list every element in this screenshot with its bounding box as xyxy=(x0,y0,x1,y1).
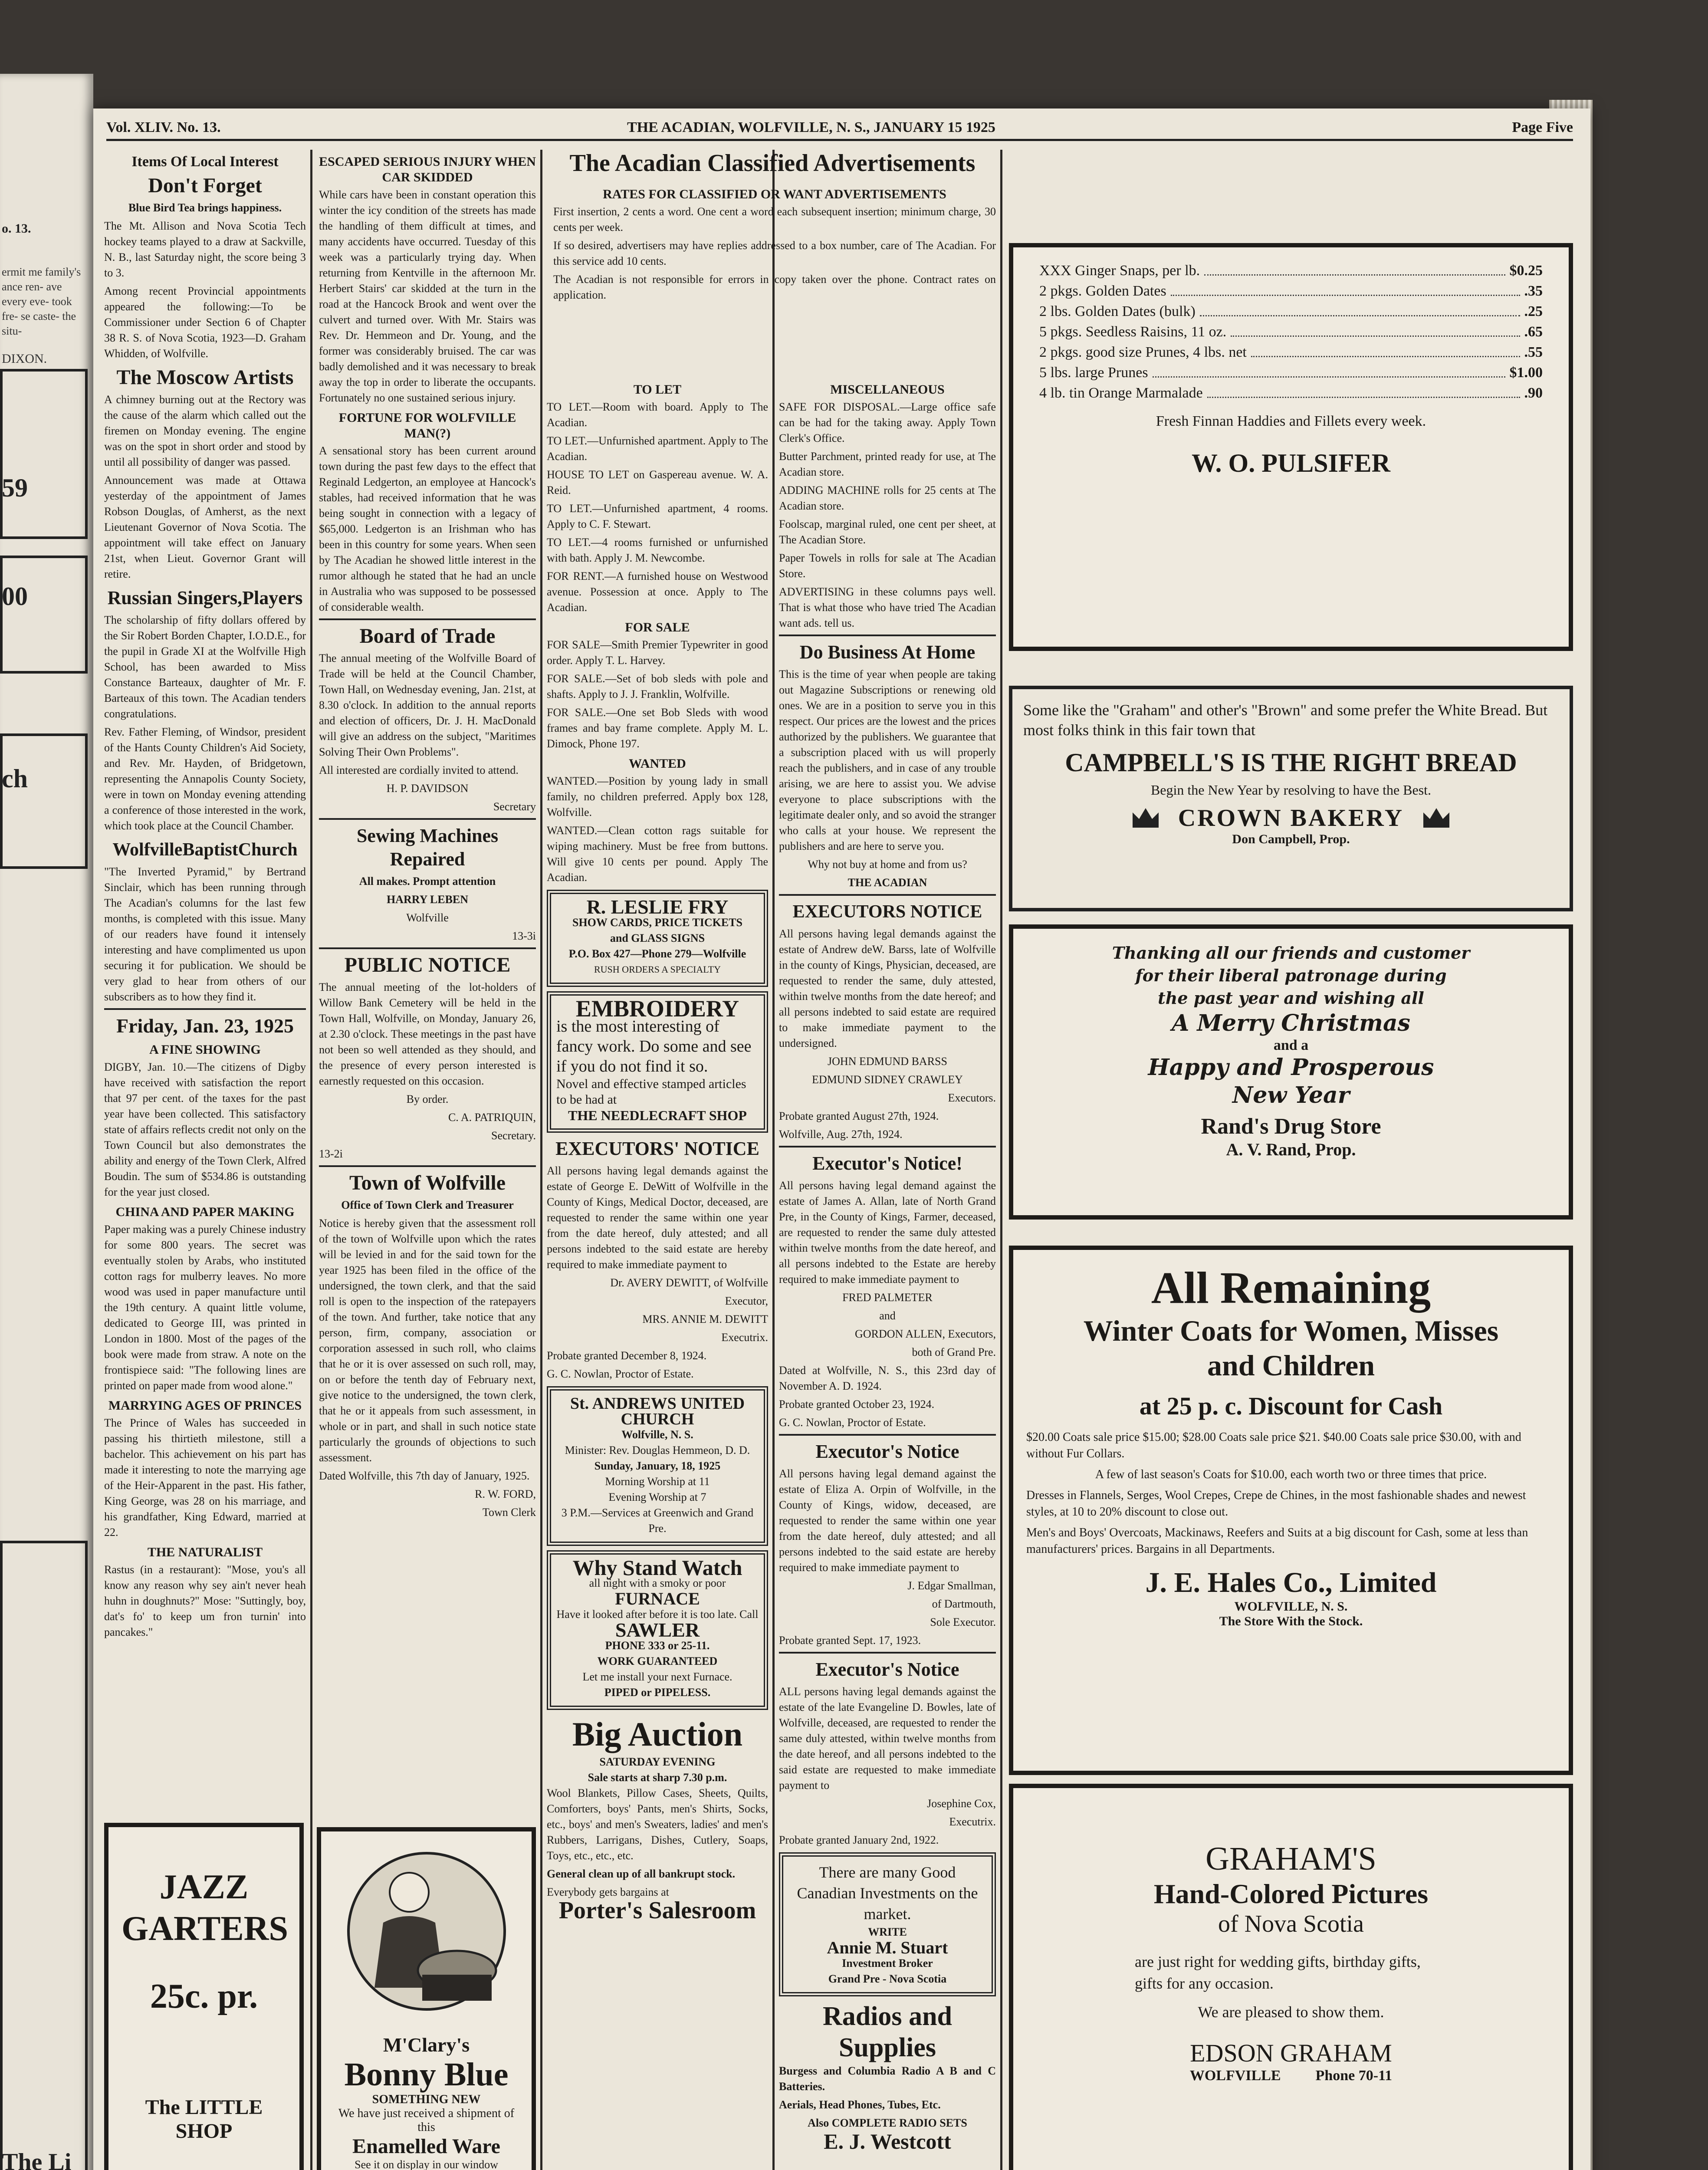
executor-notice-1-probate: Probate granted October 23, 1924. xyxy=(779,1398,935,1410)
newspaper-page xyxy=(93,108,1590,2170)
executor-notice-3-text: ALL persons having legal demands against the estate of the late Evangeline D. Bowles, late of Wolfville, deceased, are requested to render the same duly attested, within twelve months from the date hereof, and all persons indebted to the said estate are requested to make immediate payment to xyxy=(779,1685,996,1792)
sewing-sub: All makes. Prompt attention xyxy=(359,875,496,888)
price-row xyxy=(1039,260,1543,281)
board-invite: All interested are cordially invited to attend. xyxy=(319,764,519,776)
auction-ad xyxy=(547,1714,768,1924)
executors-notice-probate: Probate granted August 27th, 1924. xyxy=(779,1110,939,1122)
hales-town: WOLFVILLE, N. S. xyxy=(1234,1599,1348,1614)
to-let-heading: TO LET xyxy=(633,382,682,397)
misc-item: Paper Towels in rolls for sale at The Acadian Store. xyxy=(779,552,996,580)
item-price: $0.25 xyxy=(1509,263,1543,279)
crown-text: Some like the "Graham" and other's "Brown" and some prefer the White Bread. But most folks think in this fair town that xyxy=(1023,701,1548,739)
jazz-garters-ad xyxy=(104,1823,304,2170)
town-text: Notice is hereby given that the assessment roll of the town of Wolfville upon which the rates will be levied in and for the said town for the year 1925 has been filed in the office of the undersigned, the town clerk, and that the said roll is open to the inspection of the ratepayers of the town. And further, take notice that any person, firm, company, association or corporation assessed in such roll, who claims that he or it is over assessed on such roll, may, on or before the tenth day of February next, give notice to the undersigned, the town clerk, that he or it appeals from such assessment, in whole or in part, and shall in such notice state particularly the grounds of objections to such assessment. xyxy=(319,1217,536,1464)
sawler-name: SAWLER xyxy=(615,1619,700,1641)
wanted-item: WANTED.—Clean cotton rags suitable for wiping machinery. Must be free from buttons. Will give 10 cents per pound. Apply The Acadian. xyxy=(547,824,768,884)
facing-page-box xyxy=(0,369,88,539)
rand-happy: Happy and Prosperous xyxy=(1148,1054,1434,1081)
china-item: Paper making was a purely Chinese industry for some 800 years. The secret was eventually stolen by Arabs, who instituted cotton rags for mulberry leaves. No more wood was used in paper manufacture until the 19th century. A quaint little volume, dedicated to George III, was printed in London in 1800. Most of the pages of the book were made from straw. A note on the frontispiece said: "The following lines are printed on paper made from wood alone." xyxy=(104,1223,306,1392)
hales-sub: Winter Coats for Women, Misses and Children xyxy=(1083,1314,1499,1382)
page-header xyxy=(106,115,1573,141)
auction-items: Wool Blankets, Pillow Cases, Sheets, Quilts, Comforters, boys' Pants, men's Shirts, Socks, etc., boys' and men's Sweaters, ladies' and men's Rubbers, Larrigans, Dishes, Cutlery, Soaps, Toys, etc., etc., etc. xyxy=(547,1787,768,1862)
russian-heading: Russian Singers,Players xyxy=(107,587,303,608)
price-row xyxy=(1039,281,1543,301)
stand-watch-title: Why Stand Watch xyxy=(572,1555,742,1580)
stand-watch-ad xyxy=(547,1550,768,1710)
crown-owner: Don Campbell, Prop. xyxy=(1232,832,1350,846)
item-price: .35 xyxy=(1524,283,1543,299)
town-role: Town Clerk xyxy=(482,1506,536,1519)
garters-word: GARTERS xyxy=(122,1910,288,1948)
executor-notice-2-text: All persons having legal demand against the estate of Eliza A. Orpin of Wolfville, in the County of Kings, widow, deceased, are requested to render the same within one year from the date hereof, duly attested; and all persons indebted to the said estate are hereby required to make immediate payment to xyxy=(779,1467,996,1574)
mcclary-window: See it on display in our window xyxy=(355,2158,498,2170)
embroidery-text-2: Novel and effective stamped articles to be had at xyxy=(556,1077,746,1107)
misc-heading: MISCELLANEOUS xyxy=(830,382,945,397)
town-sub: Office of Town Clerk and Treasurer xyxy=(341,1199,514,1211)
baptist-heading: WolfvilleBaptistChurch xyxy=(112,840,298,860)
auction-cleanup: General clean up of all bankrupt stock. xyxy=(547,1868,736,1880)
wanted-item: WANTED.—Position by young lady in small family, no children preferred. Apply box 128, Wolfville. xyxy=(547,775,768,819)
naturalist-item: Rastus (in a restaurant): "Mose, you's all know any reason why sey ain't never heah huhn in doughnuts?" Mose: "Suttingly, boy, dat's fo' to keep um fron turnin' into pancakes." xyxy=(104,1563,306,1638)
needlecraft-shop: THE NEEDLECRAFT SHOP xyxy=(568,1108,747,1123)
moscow-heading: The Moscow Artists xyxy=(116,366,294,389)
stuart-place: Grand Pre - Nova Scotia xyxy=(828,1973,947,1985)
piped-pipeless: PIPED or PIPELESS. xyxy=(604,1686,711,1699)
graham-line-2: We are pleased to show them. xyxy=(1198,2003,1384,2021)
stand-watch-text-2: Have it looked after before it is too late. Call xyxy=(556,1608,759,1621)
facing-page-snippet: ermit me family's ance ren- ave every eve- took fre- se caste- the situ- xyxy=(2,266,81,337)
st-andrews-date: Sunday, January, 18, 1925 xyxy=(594,1460,721,1472)
executor-notice-1-sign-4: both of Grand Pre. xyxy=(912,1346,996,1358)
ottawa-item: Announcement was made at Ottawa yesterday of the appointment of James Robson Douglas, of Amherst, as the next Lieutenant Governor of Nova Scotia. The appointment will take effect on January 21st, when Lieut. Governor Grant will retire. xyxy=(104,474,306,580)
executor-notice-1-sign-2: and xyxy=(879,1309,896,1322)
item-name: 5 lbs. large Prunes xyxy=(1039,365,1148,381)
radios-ad xyxy=(779,2001,996,2154)
misc-item: ADVERTISING in these columns pays well. That is what those who have tried The Acadian want ads. tell us. xyxy=(779,585,996,629)
executors-notice-sign-3: Executors. xyxy=(948,1092,996,1104)
leslie-fry-ad xyxy=(547,890,768,987)
st-andrews-morning: Morning Worship at 11 xyxy=(605,1475,710,1488)
item-name: 2 lbs. Golden Dates (bulk) xyxy=(1039,303,1196,319)
pulsifer-fresh: Fresh Finnan Haddies and Fillets every week. xyxy=(1156,413,1426,429)
executor-notice-1-dated: Dated at Wolfville, N. S., this 23rd day of November A. D. 1924. xyxy=(779,1364,996,1392)
board-signature: H. P. DAVIDSON xyxy=(386,782,469,795)
misc-item: Butter Parchment, printed ready for use, at The Acadian store. xyxy=(779,450,996,478)
executors-notice-sign-2: EDMUND SIDNEY CRAWLEY xyxy=(812,1073,963,1086)
item-price: .55 xyxy=(1524,344,1543,360)
hales-line-2: A few of last season's Coats for $10.00, each worth two or three times that price. xyxy=(1095,1468,1487,1481)
hales-name: J. E. Hales Co., Limited xyxy=(1145,1567,1437,1598)
executor-sign-2: Executor, xyxy=(725,1295,768,1307)
executor-notice-2-probate: Probate granted Sept. 17, 1923. xyxy=(779,1634,921,1647)
rand-and: and a xyxy=(1273,1037,1309,1053)
st-andrews-pm: 3 P.M.—Services at Greenwich and Grand Pre. xyxy=(561,1506,754,1535)
executor-notice-2-heading: Executor's Notice xyxy=(815,1441,959,1462)
little-shop-name: The LITTLE SHOP xyxy=(145,2096,263,2143)
executor-notice-3-probate: Probate granted January 2nd, 1922. xyxy=(779,1834,939,1846)
to-let-item: TO LET.—Unfurnished apartment. Apply to The Acadian. xyxy=(547,434,768,463)
rand-new-year: New Year xyxy=(1232,1082,1350,1108)
enamelled-ware: Enamelled Ware xyxy=(352,2135,500,2158)
mcclary-ad xyxy=(317,1827,536,2170)
mcclary-desc: We have just received a shipment of this xyxy=(338,2107,515,2134)
china-heading: CHINA AND PAPER MAKING xyxy=(115,1205,295,1219)
work-guaranteed: WORK GUARANTEED xyxy=(597,1655,718,1667)
board-role: Secretary xyxy=(493,800,536,813)
crown-name: CROWN BAKERY xyxy=(1178,805,1404,832)
item-price: .25 xyxy=(1524,303,1543,319)
serial-item: "The Inverted Pyramid," by Bertrand Sinclair, which has been running through The Acadian's columns for the last few months, is completed with this issue. Many of our readers have found it intensely interesting and have complimented us upon securing it for publication. We should be very glad to hear from others of our subscribers as to how they find it. xyxy=(104,865,306,1003)
rand-prop: A. V. Rand, Prop. xyxy=(1226,1140,1356,1159)
column-2 xyxy=(319,150,536,1808)
page-number: Page Five xyxy=(1512,119,1573,135)
rand-line-3: the past year and wishing all xyxy=(1158,988,1424,1008)
naturalist-heading: THE NATURALIST xyxy=(147,1545,263,1559)
executors-text: All persons having legal demands against the estate of George E. DeWitt of Wolfville in the County of Kings, Medical Doctor, deceased, are requested to render the same within one year from the date hereof, duly attested; and all persons indebted to the said estate are hereby required to make immediate payment to xyxy=(547,1164,768,1271)
facing-page-box xyxy=(0,556,88,674)
public-notice-sign: C. A. PATRIQUIN, xyxy=(448,1111,536,1124)
facing-page-signature: DIXON. xyxy=(2,352,47,366)
facing-page-fragment xyxy=(0,74,93,2170)
blue-bird-text: Blue Bird Tea brings happiness. xyxy=(128,201,282,214)
embroidery-ad xyxy=(547,991,768,1133)
executors-notice-heading: EXECUTORS NOTICE xyxy=(792,902,982,922)
rand-store: Rand's Drug Store xyxy=(1201,1114,1381,1139)
executors-proctor: G. C. Nowlan, Proctor of Estate. xyxy=(547,1368,694,1380)
marrying-heading: MARRYING AGES OF PRINCES xyxy=(108,1398,302,1413)
rates-line-1: First insertion, 2 cents a word. One cent a word each subsequent insertion; minimum charge, 30 cents per week. xyxy=(553,205,996,233)
housewife-illustration xyxy=(344,1844,509,2031)
leslie-line-4: RUSH ORDERS A SPECIALTY xyxy=(594,964,721,975)
leslie-line-1: SHOW CARDS, PRICE TICKETS xyxy=(572,916,743,929)
executor-sign-3: MRS. ANNIE M. DEWITT xyxy=(642,1313,768,1325)
to-let-item: TO LET.—Unfurnished apartment, 4 rooms. Apply to C. F. Stewart. xyxy=(547,502,768,530)
jazz-word: JAZZ xyxy=(159,1868,249,1906)
column-3 xyxy=(547,378,768,2170)
price-row xyxy=(1039,383,1543,403)
rates-block xyxy=(553,182,996,301)
leslie-line-3: P.O. Box 427—Phone 279—Wolfville xyxy=(568,947,746,960)
for-sale-heading: FOR SALE xyxy=(625,620,690,635)
column-4 xyxy=(779,378,996,2170)
town-heading: Town of Wolfville xyxy=(349,1171,506,1194)
fortune-heading: FORTUNE FOR WOLFVILLE MAN(?) xyxy=(338,411,516,441)
hales-line-3: Dresses in Flannels, Serges, Wool Crepes, Crepe de Chines, in the most fashionable shades and newest styles, at 10 to 20% discount to close out. xyxy=(1026,1489,1526,1519)
embroidery-title: EMBROIDERY xyxy=(575,996,739,1022)
crown-bakery-ad xyxy=(1009,686,1573,911)
for-sale-item: FOR SALE—Smith Premier Typewriter in good order. Apply T. L. Harvey. xyxy=(547,638,768,667)
rand-line-2: for their liberal patronage during xyxy=(1135,966,1447,985)
crown-icon xyxy=(1421,806,1452,830)
hockey-item: The Mt. Allison and Nova Scotia Tech hockey teams played to a draw at Sackville, N. B., last Saturday night, the score being 3 to 3. xyxy=(104,220,306,279)
pulsifer-name: W. O. PULSIFER xyxy=(1192,449,1390,477)
volume-number: Vol. XLIV. No. 13. xyxy=(106,119,221,135)
item-name: XXX Ginger Snaps, per lb. xyxy=(1039,263,1200,279)
misc-item: Foolscap, marginal ruled, one cent per sheet, at The Acadian Store. xyxy=(779,518,996,546)
auction-sub: SATURDAY EVENING xyxy=(599,1756,716,1768)
crown-icon xyxy=(1130,806,1161,830)
public-notice-text: The annual meeting of the lot-holders of Willow Bank Cemetery will be held in the Town Hall, Wolfville, on Monday, January 26, at 2.30 o'clock. These meetings in the past have not been so well attended as they should, and the presence of every person interested is earnestly requested on this occasion. xyxy=(319,981,536,1087)
graham-title: GRAHAM'S xyxy=(1205,1841,1376,1877)
something-new: SOMETHING NEW xyxy=(372,2093,481,2106)
leslie-name: R. LESLIE FRY xyxy=(586,896,729,918)
public-notice-role: Secretary. xyxy=(491,1129,536,1142)
facing-page-box xyxy=(0,733,88,869)
graham-sub: Hand-Colored Pictures xyxy=(1153,1878,1429,1909)
wanted-heading: WANTED xyxy=(629,756,686,771)
radios-title: Radios and Supplies xyxy=(822,2002,953,2062)
public-notice-code: 13-2i xyxy=(319,1147,343,1160)
stuart-text: There are many Good Canadian Investments on the market. xyxy=(797,1864,978,1923)
sewing-town: Wolfville xyxy=(406,911,449,924)
item-price: .90 xyxy=(1524,385,1543,401)
escaped-item: While cars have been in constant operation this winter the icy condition of the streets has made the handling of them difficult at times, and many accidents have occurred. Tuesday of this week was a particularly trying day. When returning from Kentville in the afternoon Mr. Herbert Stairs' car skidded at the turn in the road at the Hancock Brook and went over the culvert and turned over. With Mr. Stairs was Rev. Dr. Hemmeon and Dr. Young, and the former was considerably bruised. The car was badly demolished and it was necessary to break away the top in order to liberate the occupants. Fortunately no one sustained serious injury. xyxy=(319,188,536,404)
mcclary-brand: M'Clary's xyxy=(383,2034,470,2056)
price-row xyxy=(1039,342,1543,362)
radios-line-1: Burgess and Columbia Radio A B and C Batteries. xyxy=(779,2065,996,2093)
auction-title: Big Auction xyxy=(572,1715,743,1753)
board-of-trade-text: The annual meeting of the Wolfville Board of Trade will be held at the Council Chamber, Town Hall, on Wednesday evening, Jan. 21st, at 8.30 o'clock. In addition to the annual reports and election of officers, Dr. J. H. MacDonald will give an address on the subject, "Maritimes Solving Their Own Problems". xyxy=(319,652,536,758)
rates-heading: RATES FOR CLASSIFIED OR WANT ADVERTISEMENTS xyxy=(603,187,946,201)
price-row xyxy=(1039,362,1543,383)
st-andrews-evening: Evening Worship at 7 xyxy=(608,1491,706,1503)
business-text: This is the time of year when people are taking out Magazine Subscriptions or renewing old ones. We are in a position to serve you in this respect. Our prices are the lowest and the prices authorized by the publishers. We guarantee that a subscription placed with us will properly reach the publishers, and in case of any trouble arising, we are here to assist you. We advise everyone to place subscriptions with the legitimate dealer only, and so avoid the stranger who calls at your house. We represent the publishers and are here to serve you. xyxy=(779,668,996,852)
local-interest-heading: Items Of Local Interest xyxy=(131,154,279,170)
stand-watch-text-3: Let me install your next Furnace. xyxy=(582,1670,732,1683)
rand-drug-ad xyxy=(1009,924,1573,1220)
executor-notice-3-sign-2: Executrix. xyxy=(949,1815,996,1828)
radios-line-3: Also COMPLETE RADIO SETS xyxy=(808,2117,967,2129)
fortune-item: A sensational story has been current around town during the past few days to the effect that Reginald Ledgerton, an employee at Hancock's stables, had received information that he was being sought in connection with a legacy of $65,000. Ledgerton is an Irishman who has been in this country for some years. When seen by The Acadian he showed little interest in the rumor although he stated that he had an uncle in Australia who was supposed to be possessed of considerable wealth. xyxy=(319,444,536,613)
hales-line-4: Men's and Boys' Overcoats, Mackinaws, Reefers and Suits at a big discount for Cash, some at less than manufacturers' prices. Bargains in all Departments. xyxy=(1026,1526,1528,1556)
to-let-item: TO LET.—4 rooms furnished or unfurnished with bath. Apply J. M. Newcombe. xyxy=(547,536,768,564)
sawler-phone: PHONE 333 or 25-11. xyxy=(605,1639,710,1652)
dont-forget-heading: Don't Forget xyxy=(148,174,262,197)
column-rule xyxy=(772,150,775,2170)
to-let-item: TO LET.—Room with board. Apply to The Acadian. xyxy=(547,401,768,429)
executor-sign-4: Executrix. xyxy=(721,1331,768,1344)
to-let-item: FOR RENT.—A furnished house on Westwood avenue. Possession at once. Apply to The Acadian. xyxy=(547,570,768,614)
price-row xyxy=(1039,301,1543,322)
public-notice-heading: PUBLIC NOTICE xyxy=(344,953,511,976)
for-sale-item: FOR SALE.—One set Bob Sleds with wood frames and bay frame complete. Apply M. L. Dimock, Phone 197. xyxy=(547,706,768,750)
stand-watch-text-1: all night with a smoky or poor xyxy=(589,1577,726,1589)
stuart-write: WRITE xyxy=(868,1926,907,1938)
scholarship-item: The scholarship of fifty dollars offered by the Sir Robert Borden Chapter, I.O.D.E., for the pupil in Grade XI at the Wolfville High School, has been awarded to Miss Constance Barteaux, daughter of Mr. F. Barteaux of this town. The Acadian tenders congratulations. xyxy=(104,614,306,720)
executors-probate: Probate granted December 8, 1924. xyxy=(547,1349,707,1362)
executor-notice-3-sign-1: Josephine Cox, xyxy=(927,1797,996,1810)
pulsifer-ad xyxy=(1009,243,1573,651)
st-andrews-town: Wolfville, N. S. xyxy=(621,1428,693,1441)
rand-line-1: Thanking all our friends and customer xyxy=(1112,943,1470,963)
executors-notice-place: Wolfville, Aug. 27th, 1924. xyxy=(779,1128,903,1141)
executor-sign-1: Dr. AVERY DEWITT, of Wolfville xyxy=(610,1276,768,1289)
price-row xyxy=(1039,322,1543,342)
auction-time: Sale starts at sharp 7.30 p.m. xyxy=(588,1771,727,1784)
column-rule xyxy=(540,150,542,2170)
conference-item: Rev. Father Fleming, of Windsor, president of the Hants County Children's Aid Society, and Rev. Mr. Hayden, of Bridgetown, representing the Annapolis County Society, were in town on Monday evening attending a conference of those interested in the work, which took place at the Council Chamber. xyxy=(104,726,306,832)
executor-notice-1-sign-3: GORDON ALLEN, Executors, xyxy=(855,1328,996,1340)
sewing-name: HARRY LEBEN xyxy=(386,893,469,906)
item-name: 5 pkgs. Seedless Raisins, 11 oz. xyxy=(1039,324,1227,340)
executor-notice-2-sign-3: Sole Executor. xyxy=(930,1616,996,1628)
fine-showing-heading: A FINE SHOWING xyxy=(149,1042,261,1057)
appointments-item: Among recent Provincial appointments appeared the following:—To be Commissioner under Section 6 of Chapter 38 R. S. of Nova Scotia, 1923—D. Graham Whidden, of Wolfville. xyxy=(104,285,306,360)
furnace-word: FURNACE xyxy=(615,1589,700,1608)
radios-line-2: Aerials, Head Phones, Tubes, Etc. xyxy=(779,2098,941,2111)
marrying-item: The Prince of Wales has succeeded in passing his thirtieth milestone, still a bachelor. This achievement on his part has made it interesting to note the marrying age of the Heir-Apparent in the past. His father, King George, was 28 on his marriage, and his grandfather, King Edward, married at 22. xyxy=(104,1417,306,1539)
auction-bargains: Everybody gets bargains at xyxy=(547,1886,669,1898)
stuart-role: Investment Broker xyxy=(842,1957,933,1969)
stuart-ad xyxy=(779,1852,996,1996)
graham-town: WOLFVILLE xyxy=(1189,2068,1281,2084)
item-name: 2 pkgs. Golden Dates xyxy=(1039,283,1166,299)
hales-line-1: $20.00 Coats sale price $15.00; $28.00 Coats sale price $21. $40.00 Coats sale price $30.00, with and without Fur Collars. xyxy=(1026,1430,1521,1460)
crown-slogan: CAMPBELL'S IS THE RIGHT BREAD xyxy=(1065,748,1517,777)
sewing-heading: Sewing Machines Repaired xyxy=(356,825,499,870)
rates-line-3: The Acadian is not responsible for errors in copy taken over the phone. Contract rates on application. xyxy=(553,273,996,301)
executor-notice-2-sign-1: J. Edgar Smallman, xyxy=(907,1579,996,1592)
item-price: $1.00 xyxy=(1509,365,1543,381)
leslie-line-2: and GLASS SIGNS xyxy=(610,932,705,944)
hales-title: All Remaining xyxy=(1151,1263,1431,1313)
town-dated: Dated Wolfville, this 7th day of January, 1925. xyxy=(319,1470,530,1482)
executors-heading: EXECUTORS' NOTICE xyxy=(555,1138,759,1159)
st-andrews-minister: Minister: Rev. Douglas Hemmeon, D. D. xyxy=(565,1444,750,1457)
graham-name: EDSON GRAHAM xyxy=(1190,2039,1392,2067)
embroidery-text: is the most interesting of fancy work. Do some and see if you do not find it so. xyxy=(556,1017,752,1075)
executor-notice-1-text: All persons having legal demand against the estate of James A. Allan, late of North Grand Pre, in the County of Kings, Farmer, deceased, are requested to render the same duly attested within twelve months from the date hereof, and all persons indebted to the Estate are hereby required to make immediate payment to xyxy=(779,1179,996,1286)
westcott-store: E. J. Westcott xyxy=(824,2129,951,2154)
jazz-price: 25c. pr. xyxy=(150,1977,258,2015)
facing-page-word: ch xyxy=(2,764,28,793)
town-sign: R. W. FORD, xyxy=(475,1488,536,1500)
graham-of: of Nova Scotia xyxy=(1218,1910,1364,1937)
moscow-item: A chimney burning out at the Rectory was the cause of the alarm which called out the firemen on Monday evening. The engine was on the spot in short order and stood by until all possibility of danger was passed. xyxy=(104,393,306,468)
digby-item: DIGBY, Jan. 10.—The citizens of Digby have received with satisfaction the report that 97 per cent. of the taxes for the past year have been collected. This satisfactory state of affairs reflects credit not only on the Town Council but also demonstrates the ability and energy of the Town Clerk, Alfred Boudin. The sum of $534.86 is outstanding for the year just closed. xyxy=(104,1061,306,1198)
facing-page-issue: o. 13. xyxy=(2,221,31,236)
facing-page-number-1: 59 xyxy=(2,473,28,502)
sewing-code: 13-3i xyxy=(512,930,536,942)
hales-slogan: The Store With the Stock. xyxy=(1219,1614,1363,1628)
item-name: 2 pkgs. good size Prunes, 4 lbs. net xyxy=(1039,344,1247,360)
executors-notice-text: All persons having legal demands against the estate of Andrew deW. Barss, late of Wolfville in the county of Kings, Physician, deceased, are requested to render the same, duly attested, within twelve months from the date hereof; and all persons indebted to said estate are required to make immediate payment to the undersigned. xyxy=(779,927,996,1049)
executor-notice-1-heading: Executor's Notice! xyxy=(812,1153,962,1174)
classified-heading: The Acadian Classified Advertisements xyxy=(569,150,976,177)
to-let-item: HOUSE TO LET on Gaspereau avenue. W. A. Reid. xyxy=(547,468,768,496)
board-of-trade-heading: Board of Trade xyxy=(359,625,496,648)
facing-page-number-2: 00 xyxy=(2,582,28,611)
escaped-heading: ESCAPED SERIOUS INJURY WHEN CAR SKIDDED xyxy=(319,155,536,184)
hales-discount: at 25 p. c. Discount for Cash xyxy=(1139,1392,1443,1420)
graham-line-1: are just right for wedding gifts, birthday gifts, gifts for any occasion. xyxy=(1135,1953,1421,1992)
misc-item: ADDING MACHINE rolls for 25 cents at The Acadian store. xyxy=(779,484,996,512)
crown-new-year: Begin the New Year by resolving to have the Best. xyxy=(1150,782,1432,798)
porters-salesroom: Porter's Salesroom xyxy=(558,1897,756,1924)
column-rule xyxy=(310,150,312,2170)
column-rule xyxy=(1000,150,1002,2170)
rand-merry: A Merry Christmas xyxy=(1172,1010,1410,1036)
st-andrews-title: St. ANDREWS UNITED CHURCH xyxy=(570,1394,745,1428)
graham-ad xyxy=(1009,1784,1573,2170)
executors-notice-sign-1: JOHN EDMUND BARSS xyxy=(828,1055,947,1068)
for-sale-item: FOR SALE.—Set of bob sleds with pole and shafts. Apply to J. J. Franklin, Wolfville. xyxy=(547,672,768,700)
item-name: 4 lb. tin Orange Marmalade xyxy=(1039,385,1203,401)
st-andrews-ad xyxy=(547,1386,768,1546)
hales-ad xyxy=(1009,1246,1573,1775)
executor-notice-1-proctor: G. C. Nowlan, Proctor of Estate. xyxy=(779,1416,926,1429)
business-sign: THE ACADIAN xyxy=(847,876,927,889)
friday-heading: Friday, Jan. 23, 1925 xyxy=(116,1015,294,1037)
item-price: .65 xyxy=(1524,324,1543,340)
facing-page-tail: The Li xyxy=(2,2149,72,2170)
bonny-blue: Bonny Blue xyxy=(344,2056,509,2093)
masthead: THE ACADIAN, WOLFVILLE, N. S., JANUARY 15 1925 xyxy=(627,119,995,135)
executor-notice-2-sign-2: of Dartmouth, xyxy=(932,1598,996,1610)
business-heading: Do Business At Home xyxy=(799,641,976,663)
public-notice-order: By order. xyxy=(406,1093,449,1105)
executor-notice-1-sign-1: FRED PALMETER xyxy=(842,1291,933,1304)
executor-notice-3-heading: Executor's Notice xyxy=(815,1659,959,1680)
rates-line-2: If so desired, advertisers may have replies addressed to a box number, care of The Acadian. For this service add 10 cents. xyxy=(553,239,996,267)
business-question: Why not buy at home and from us? xyxy=(808,858,967,871)
misc-item: SAFE FOR DISPOSAL.—Large office safe can be had for the taking away. Apply Town Clerk's Office. xyxy=(779,401,996,444)
facing-page-box xyxy=(0,1541,88,2170)
stuart-name: Annie M. Stuart xyxy=(827,1938,948,1957)
graham-phone: Phone 70-11 xyxy=(1315,2068,1393,2084)
